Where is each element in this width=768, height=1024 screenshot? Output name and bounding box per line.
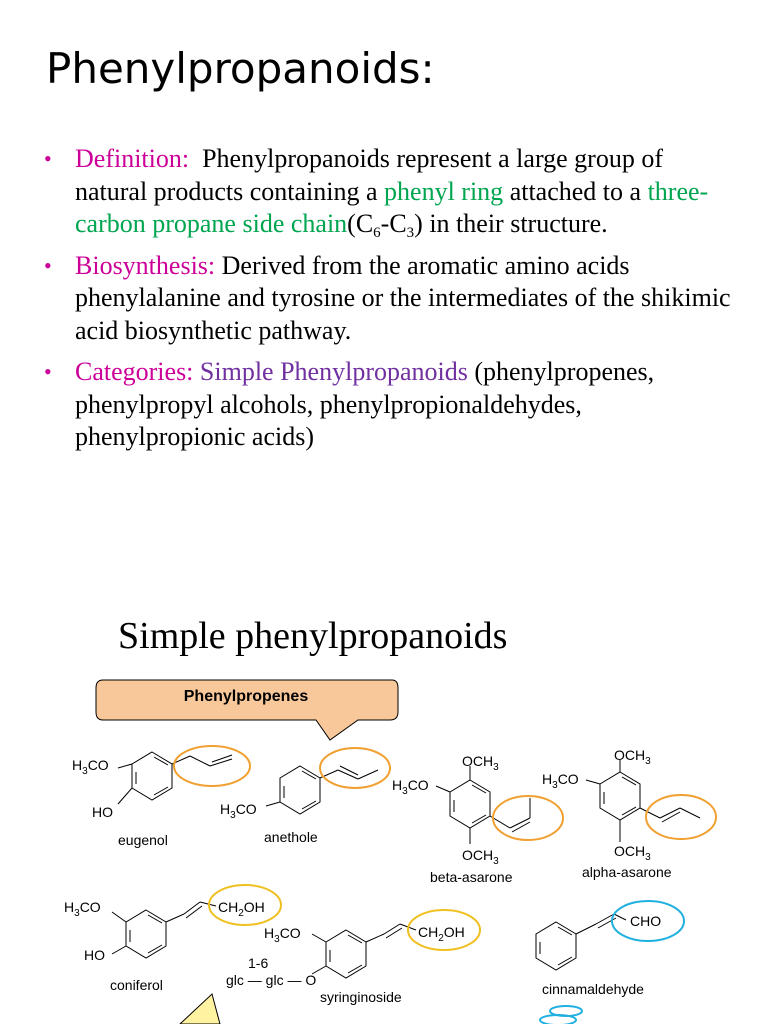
alpha-asarone-highlight-circle [646, 795, 716, 839]
categories-text: (phenylpropenes, phenylpropyl alcohols, phenylpropionaldehydes, phenylpropionic acids) [75, 357, 655, 451]
anethole-label: anethole [264, 829, 318, 845]
beta-asarone-h3co: $H_3CO$ [392, 777, 429, 797]
bullet-dot-icon: • [44, 252, 52, 278]
definition-text-1: Phenylpropanoids represent a large group of natural products containing a [75, 144, 663, 206]
eugenol-methoxy: $H_3CO$ [72, 757, 109, 777]
formula-sub-6: 6 [373, 225, 381, 241]
coniferol-label: coniferol [110, 977, 163, 993]
side-chain-highlight: three-carbon propane side chain [75, 176, 709, 238]
formula-open: (C [347, 209, 374, 238]
anethole-ring [280, 766, 320, 814]
slide-title: Phenylpropanoids: [46, 44, 435, 93]
bullet-dot-icon: • [44, 146, 52, 171]
beta-asarone-highlight-circle [493, 796, 563, 840]
eugenol-hydroxy: HO [92, 804, 113, 820]
coniferol-hydroxy: HO [84, 947, 105, 963]
syringinoside-label: syringinoside [320, 989, 402, 1005]
beta-asarone-label: beta-asarone [430, 869, 513, 885]
bullet-dot-icon: • [44, 359, 52, 384]
cinnamaldehyde-label: cinnamaldehyde [542, 981, 644, 997]
glycoside-chain: glc — glc — O [226, 972, 317, 988]
alpha-asarone-och3-top: $OCH_3$ [614, 747, 651, 767]
phenyl-ring-highlight: phenyl ring [384, 176, 504, 206]
definition-text-3: ) in their structure. [414, 209, 608, 238]
categories-label: Categories: [75, 357, 194, 386]
alpha-asarone-och3-bottom: $OCH_3$ [614, 843, 651, 863]
glycoside-link: 1-6 [248, 955, 269, 971]
callout-label: Phenylpropenes [183, 688, 309, 705]
syringinoside-methoxy: $H_3CO$ [264, 925, 301, 945]
beta-asarone-ring [450, 780, 490, 828]
anethole-highlight-circle [320, 748, 390, 788]
simple-phenylpropanoids-highlight: Simple Phenylpropanoids [199, 357, 468, 386]
coniferol-ch2oh: $CH_2OH$ [218, 899, 265, 919]
formula-mid: -C [380, 209, 407, 238]
beta-asarone-och3-bottom: $OCH_3$ [462, 847, 499, 867]
section-subtitle: Simple phenylpropanoids [118, 615, 508, 657]
cinnamaldehyde-ring [536, 922, 576, 970]
biosynthesis-text: Derived from the aromatic amino acids phenylalanine and tyrosine or the intermediates of the shikimic acid biosynthetic pathway. [75, 250, 731, 345]
coniferol-methoxy: $H_3CO$ [64, 899, 101, 919]
coniferol-ring [126, 910, 166, 958]
eugenol-label: eugenol [118, 832, 168, 848]
alpha-asarone-h3co: $H_3CO$ [542, 771, 579, 791]
eugenol-highlight-circle [174, 746, 250, 786]
biosynthesis-label: Biosynthesis: [75, 250, 216, 280]
definition-label: Definition: [75, 144, 190, 173]
anethole-methoxy: $H_3CO$ [220, 801, 257, 821]
definition-text-2: attached to a [509, 176, 642, 206]
alpha-asarone-ring [600, 772, 640, 820]
formula-sub-3: 3 [406, 225, 415, 241]
alpha-asarone-label: alpha-asarone [582, 864, 672, 880]
eugenol-ring [132, 752, 172, 800]
beta-asarone-och3-top: $OCH_3$ [462, 753, 499, 773]
syringinoside-ring [326, 930, 366, 978]
decorative-triangle-icon [180, 994, 220, 1024]
cinnamaldehyde-cho: CHO [630, 913, 662, 929]
syringinoside-ch2oh: $CH_2OH$ [418, 924, 465, 944]
